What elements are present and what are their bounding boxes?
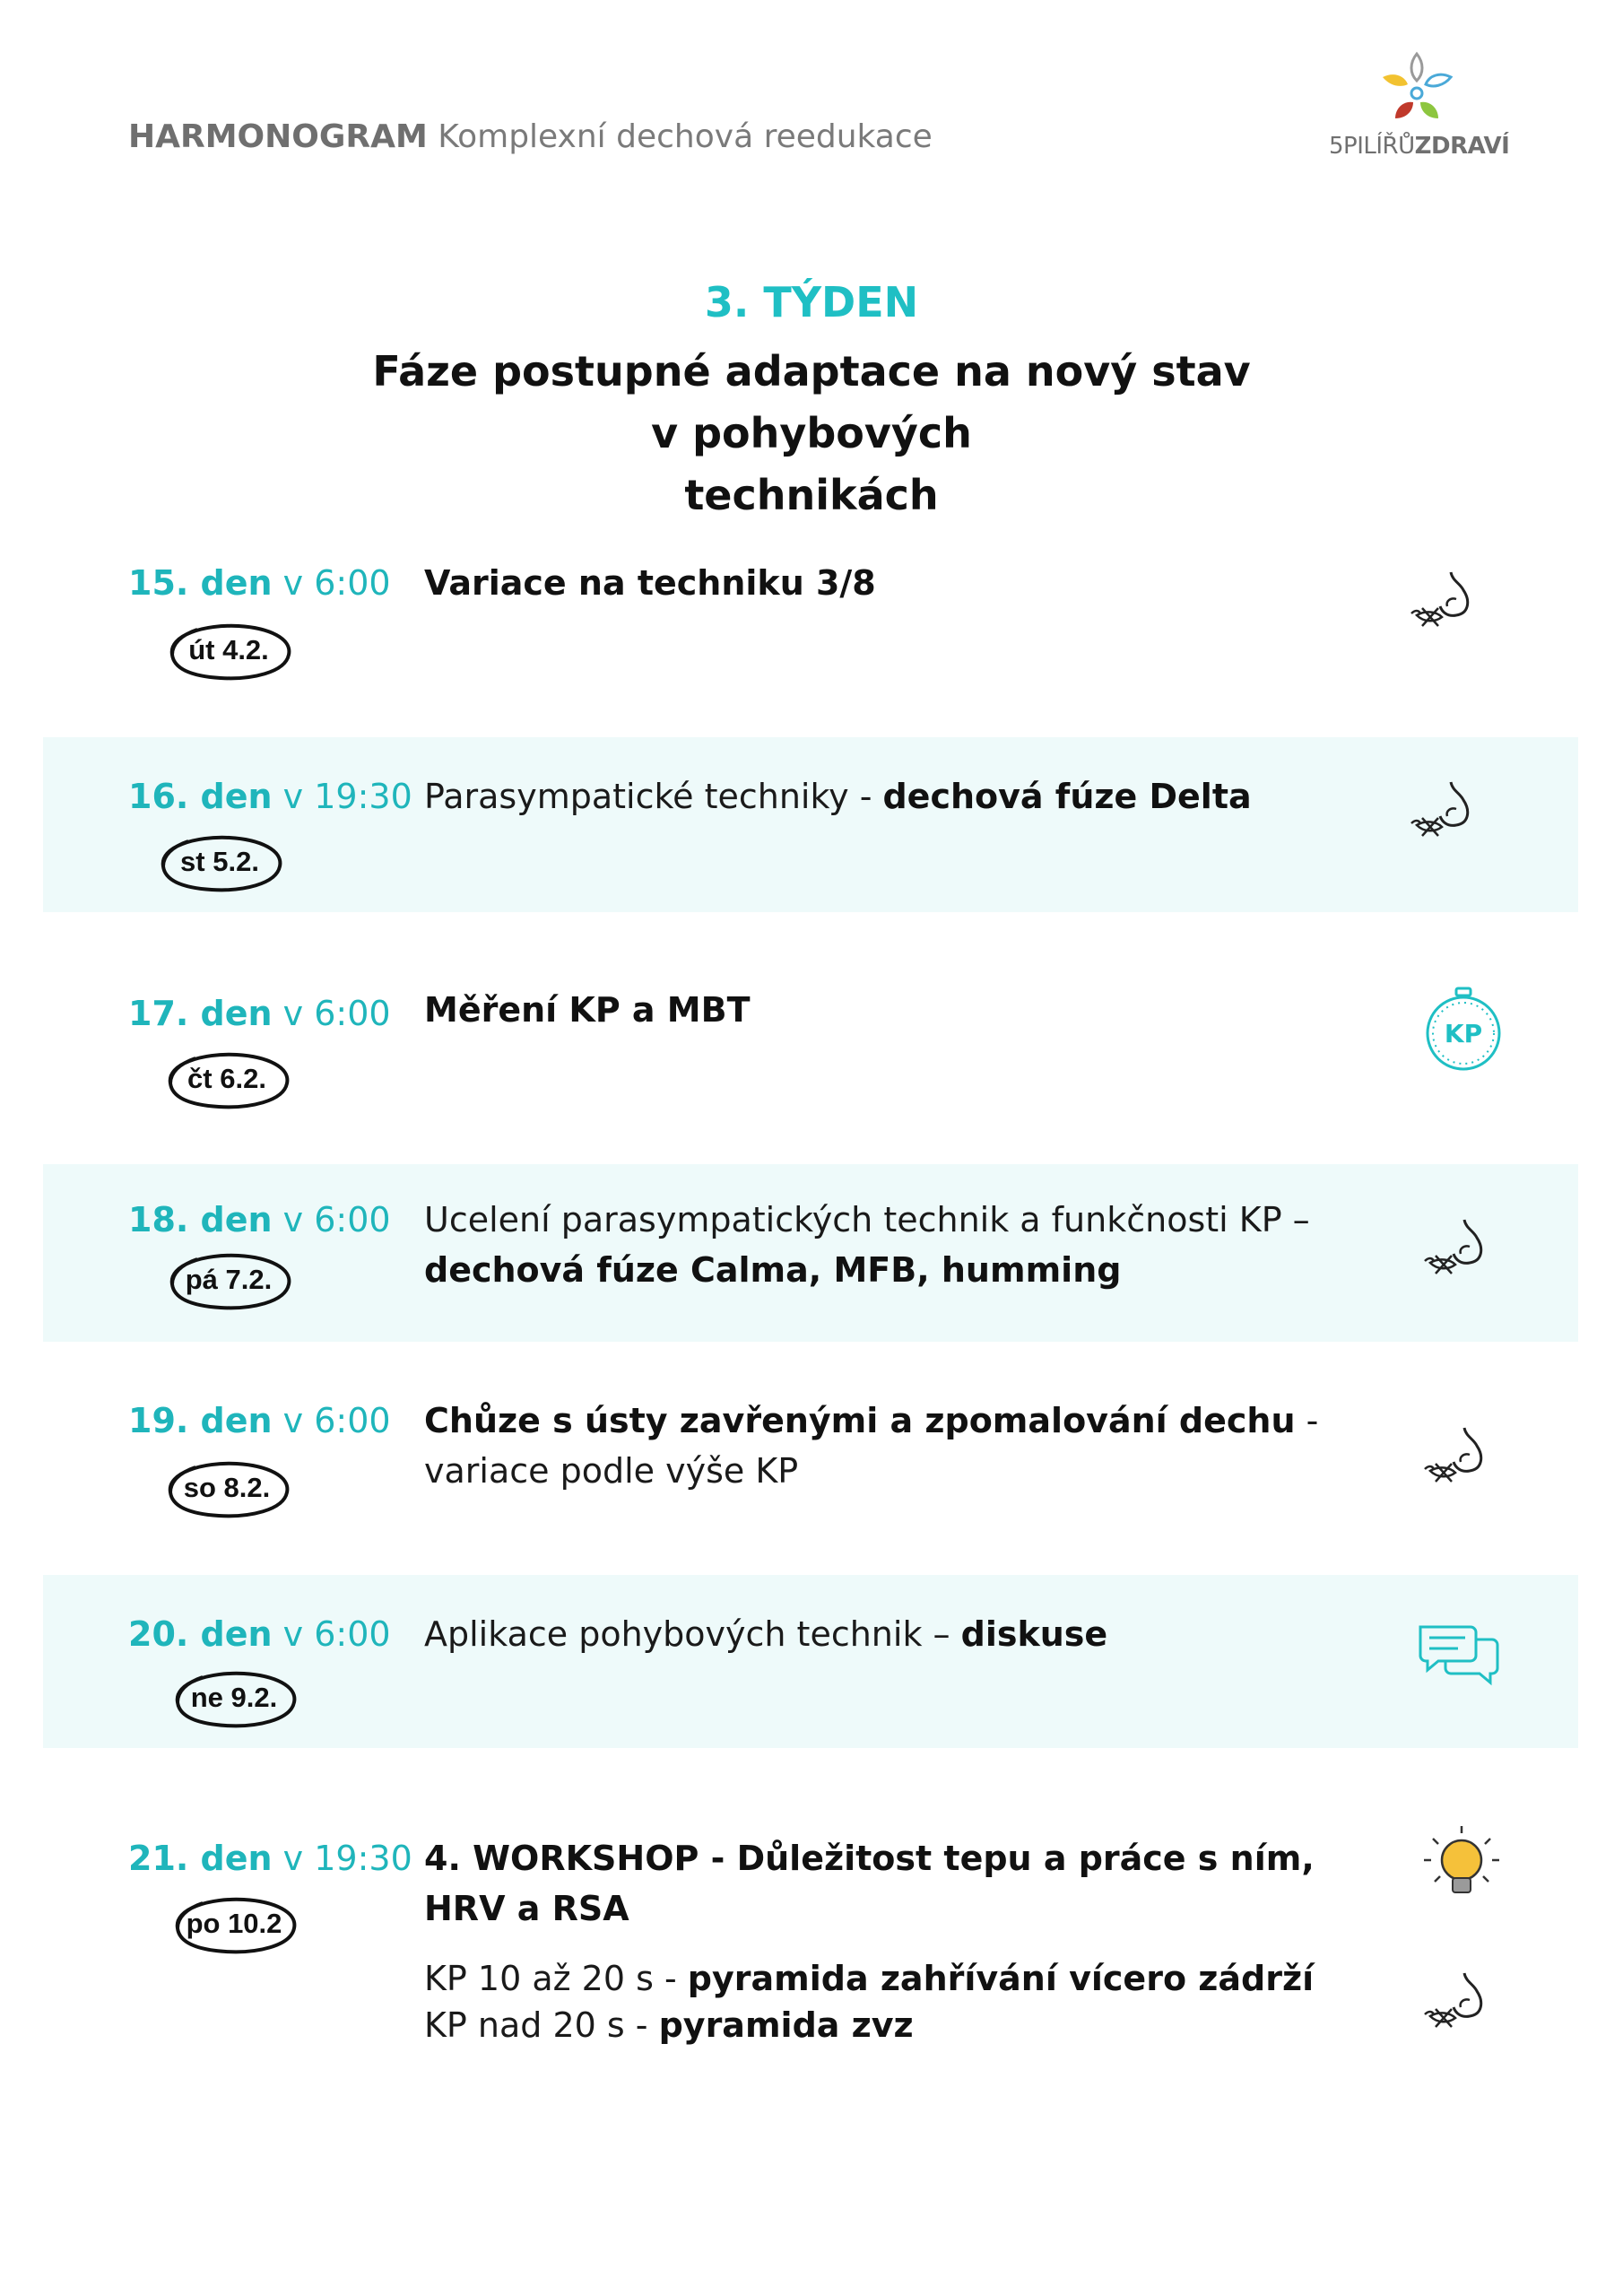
desc-bold: dechová fúze Calma, MFB, humming (424, 1250, 1122, 1290)
day-label (128, 1839, 412, 1878)
desc-normal-2: variace podle výše KP (424, 1451, 799, 1491)
day-time: v 6:00 (282, 1200, 391, 1239)
day-time: v 6:00 (282, 1401, 391, 1440)
day-time: v 6:00 (282, 994, 391, 1033)
subitem-bold: pyramida zvz (658, 2005, 914, 2045)
day-number: 17. den (128, 994, 273, 1033)
logo-suffix: ZDRAVÍ (1414, 133, 1510, 160)
desc-bold: 4. WORKSHOP - Důležitost tepu a práce s ním, HRV a RSA (424, 1839, 1315, 1928)
desc-normal: Parasympatické techniky - (424, 777, 883, 816)
nose-icon (1412, 1419, 1502, 1509)
phase-line-3: technikách (684, 471, 939, 519)
phase-line-2: v pohybových (651, 409, 972, 457)
subitem-normal: KP 10 až 20 s - (424, 1959, 688, 1998)
date-text: po 10.2 (186, 1908, 282, 1939)
subitem-bold: pyramida zahřívání vícero zádrží (687, 1959, 1315, 1998)
date-badge (160, 1457, 294, 1519)
day-label (128, 1200, 391, 1239)
day-label (128, 1401, 391, 1440)
day-label (128, 994, 391, 1033)
header-title (128, 118, 933, 155)
date-text: pá 7.2. (185, 1264, 273, 1295)
activity-description (424, 1833, 1339, 1934)
header-title-bold: HARMONOGRAM (128, 118, 428, 155)
activity-subitems (424, 1955, 1357, 2048)
date-text: ne 9.2. (190, 1682, 278, 1713)
day-label (128, 563, 391, 603)
logo-text (1329, 133, 1509, 160)
day-number: 19. den (128, 1401, 273, 1440)
activity-description (424, 558, 1357, 608)
day-time: v 6:00 (282, 563, 391, 603)
week-title: 3. TÝDEN (704, 278, 919, 326)
day-time: v 19:30 (282, 777, 412, 816)
date-text: so 8.2. (183, 1472, 271, 1503)
desc-bold: Chůze s ústy zavřenými a zpomalování dechu (424, 1401, 1296, 1440)
activity-description (424, 1609, 1357, 1659)
desc-bold: Variace na techniku 3/8 (424, 563, 876, 603)
day-time: v 6:00 (282, 1614, 391, 1654)
desc-bold: dechová fúze Delta (882, 777, 1252, 816)
date-text: st 5.2. (180, 846, 259, 877)
desc-bold: Měření KP a MBT (424, 990, 751, 1030)
lightbulb-icon (1417, 1821, 1506, 1910)
date-badge (152, 831, 287, 893)
logo-prefix: 5PILÍŘŮ (1329, 133, 1415, 160)
desc-normal: - (1295, 1401, 1319, 1440)
nose-icon (1399, 563, 1488, 653)
activity-description (424, 1396, 1357, 1496)
day-time: v 19:30 (282, 1839, 412, 1878)
stopwatch-label: KP (1444, 1019, 1483, 1048)
day-label (128, 1614, 391, 1654)
desc-normal: Aplikace pohybových technik – (424, 1614, 961, 1654)
day-label (128, 777, 412, 816)
phase-title (0, 341, 1623, 526)
chat-icon (1415, 1614, 1505, 1704)
desc-normal: Ucelení parasympatických technik a funkčnosti KP – (424, 1200, 1310, 1239)
day-number: 20. den (128, 1614, 273, 1654)
day-number: 18. den (128, 1200, 273, 1239)
stopwatch-icon (1419, 985, 1508, 1074)
activity-description (424, 771, 1357, 822)
date-text: čt 6.2. (187, 1063, 266, 1094)
phase-line-1: Fáze postupné adaptace na nový stav (372, 347, 1251, 396)
date-badge (167, 1892, 301, 1955)
date-badge (167, 1666, 301, 1729)
activity-description (424, 985, 1357, 1035)
nose-icon (1412, 1211, 1502, 1300)
day-number: 21. den (128, 1839, 273, 1878)
subitem-normal: KP nad 20 s - (424, 2005, 659, 2045)
date-badge (160, 1048, 294, 1110)
date-badge (161, 1248, 296, 1311)
day-number: 16. den (128, 777, 273, 816)
day-number: 15. den (128, 563, 273, 603)
date-badge (161, 619, 296, 682)
date-text: út 4.2. (188, 634, 269, 665)
nose-icon (1399, 773, 1488, 863)
desc-bold: diskuse (960, 1614, 1108, 1654)
nose-icon (1412, 1964, 1502, 2054)
activity-description (424, 1195, 1357, 1295)
header-title-rest: Komplexní dechová reedukace (438, 118, 933, 155)
